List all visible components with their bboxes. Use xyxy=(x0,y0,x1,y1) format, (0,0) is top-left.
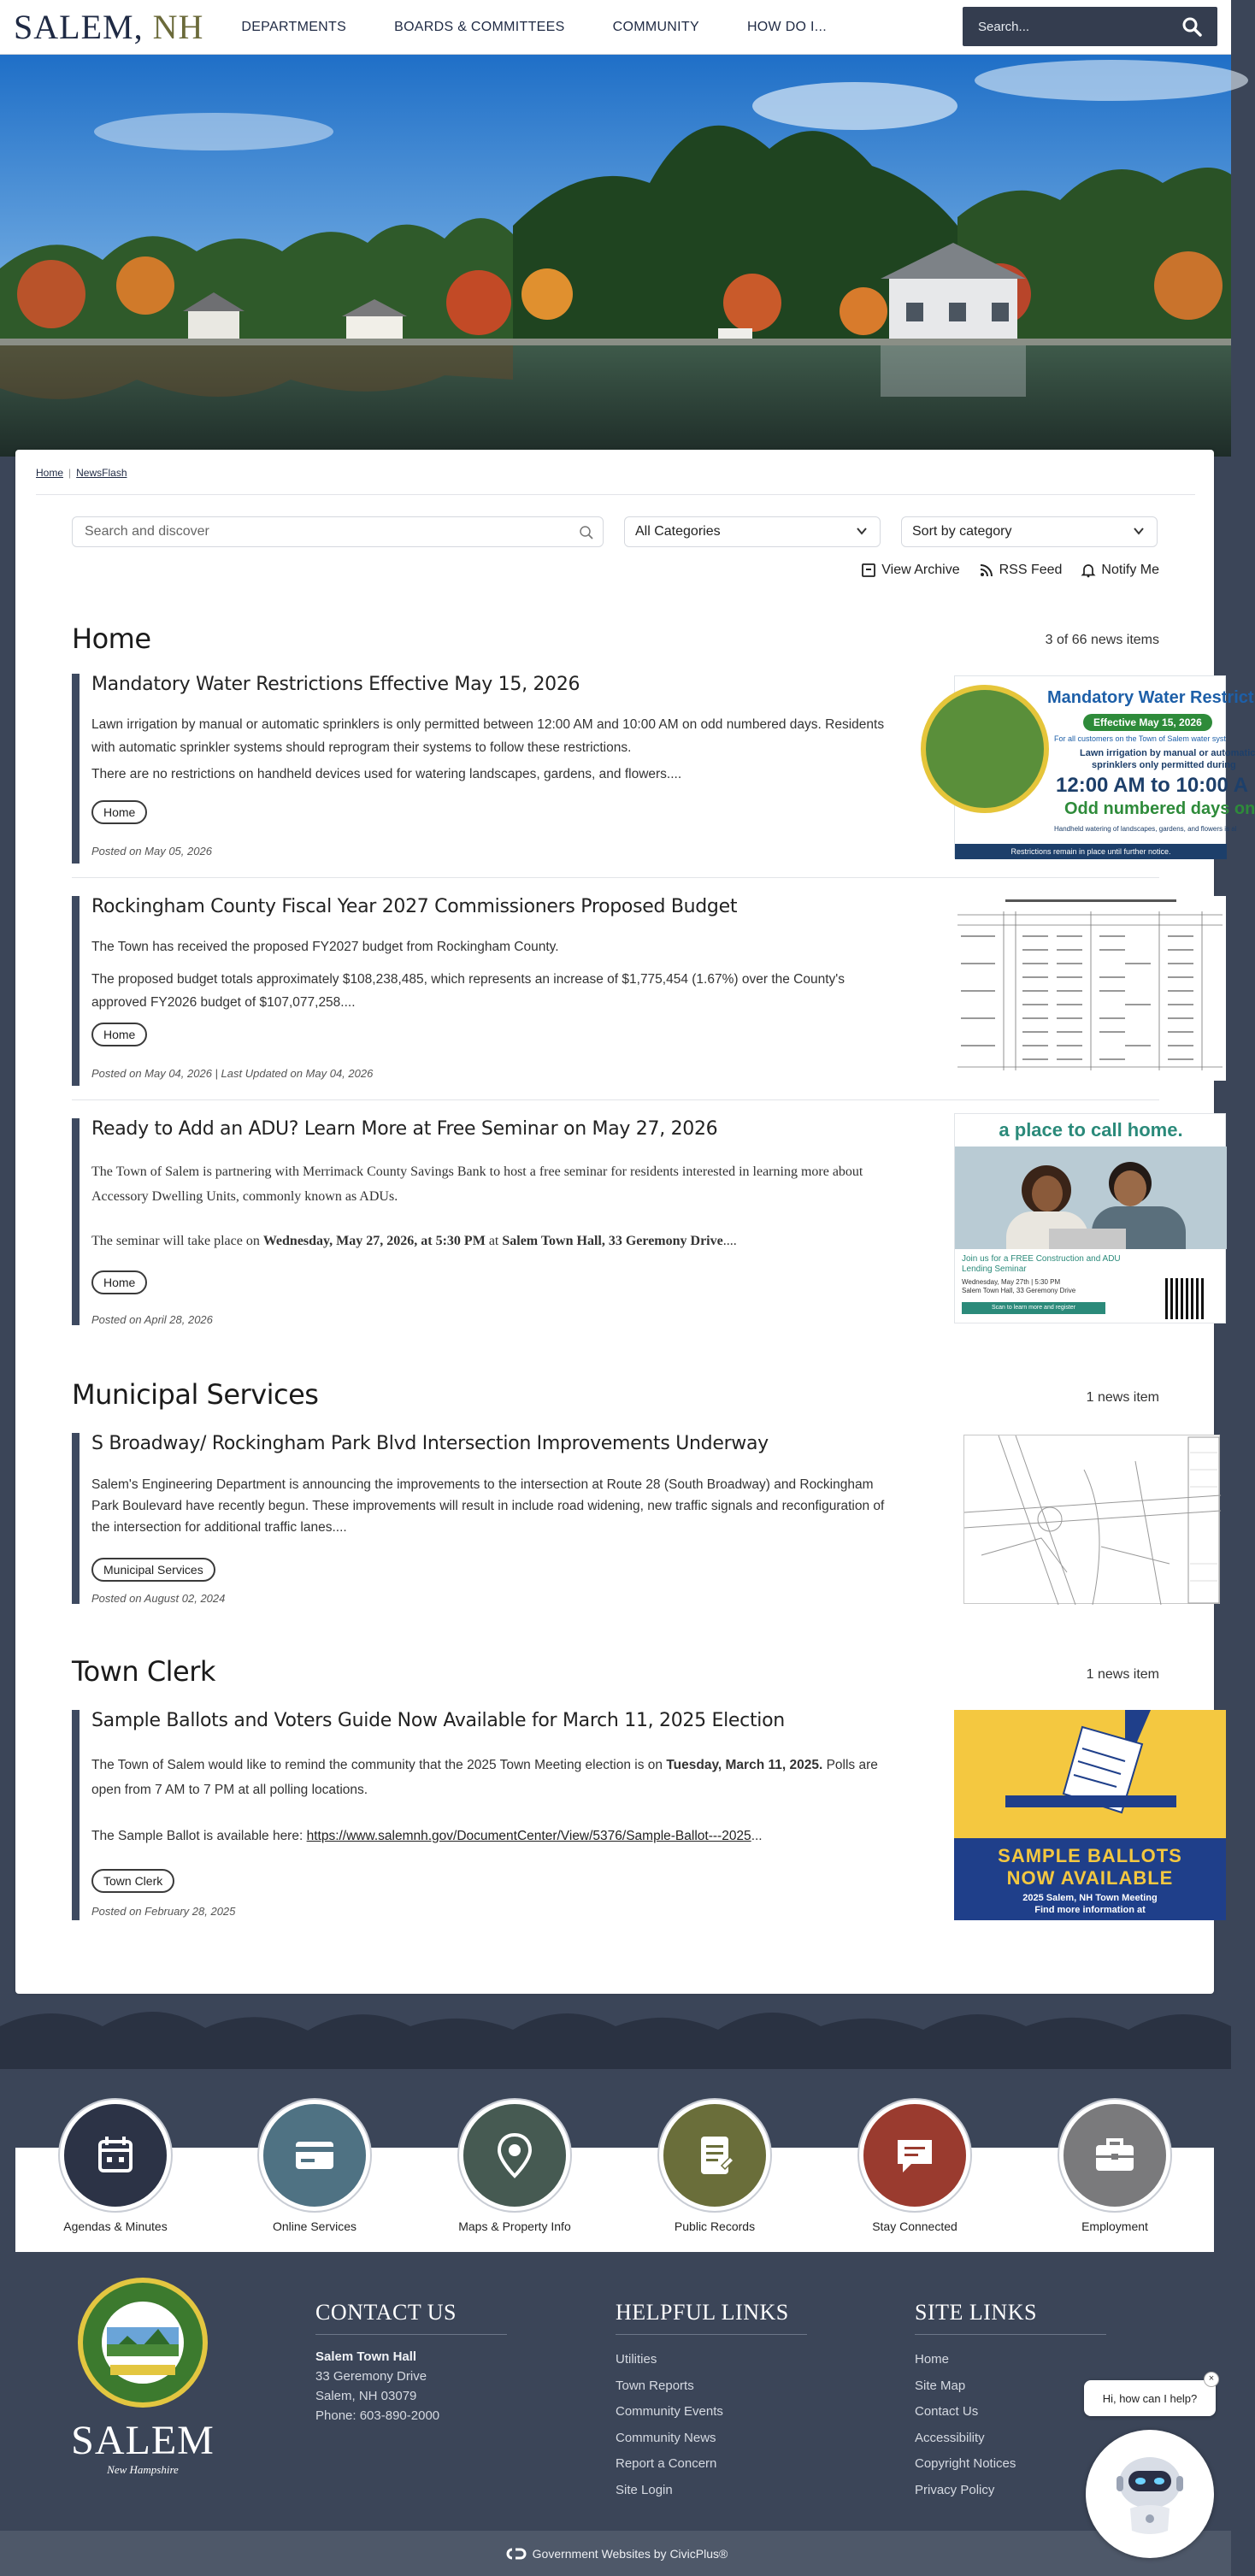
news-item-text: The seminar will take place on Wednesday, May 27, 2026, at 5:30 PM at Salem Town Hall, 33 Geremony Drive.... xyxy=(91,1234,737,1248)
thumb-text: Find more information at xyxy=(1034,1905,1146,1915)
site-search-placeholder: Search... xyxy=(978,19,1030,34)
news-item xyxy=(72,674,1255,864)
posted-date: Posted on May 05, 2026 xyxy=(91,845,212,858)
contact-address: 33 Geremony Drive xyxy=(315,2369,427,2384)
news-item-image[interactable] xyxy=(954,675,1255,858)
civicplus-logo-icon xyxy=(504,2547,526,2561)
breadcrumb-separator: | xyxy=(68,467,72,479)
thumb-small: Handheld watering of landscapes, gardens, and flowers is al xyxy=(1054,825,1237,833)
thumb-text: Salem Town Hall, 33 Geremony Drive xyxy=(962,1287,1076,1294)
thumb-text: Lawn irrigation by manual or automatic xyxy=(1080,748,1255,758)
thumb-headline: SAMPLE BALLOTS xyxy=(998,1845,1182,1866)
calendar-icon xyxy=(88,2128,143,2183)
footer-heading: CONTACT US xyxy=(315,2300,507,2335)
thumb-badge: Effective May 15, 2026 xyxy=(1083,714,1212,731)
thumb-text: Wednesday, May 27th | 5:30 PM xyxy=(962,1278,1061,1286)
quick-link-stay-connected[interactable] xyxy=(838,2100,992,2233)
thumb-text: 2025 Salem, NH Town Meeting xyxy=(1022,1893,1158,1903)
footer-state-name: New Hampshire xyxy=(107,2463,179,2476)
quick-link-circle xyxy=(259,2100,370,2211)
footer-link-copyright[interactable]: Copyright Notices xyxy=(915,2456,1016,2471)
quick-link-circle xyxy=(1059,2100,1170,2211)
news-item-title[interactable]: S Broadway/ Rockingham Park Blvd Intersection Improvements Underway xyxy=(91,1433,769,1454)
thumb-text: Join us for a FREE Construction and ADU xyxy=(962,1254,1121,1264)
footer-town-name: SALEM xyxy=(71,2418,215,2463)
section-title-home: Home xyxy=(72,622,151,655)
category-tag[interactable]: Municipal Services xyxy=(91,1558,215,1582)
couple-photo xyxy=(955,1147,1227,1249)
news-item-text: The proposed budget totals approximately $108,238,485, which represents an increase of $1,775,454 (1.67%) over the County's approved FY2026 budget of $107,077,258.... xyxy=(91,972,845,1010)
category-tag[interactable]: Home xyxy=(91,1270,147,1294)
section-title-municipal-services: Municipal Services xyxy=(72,1378,319,1411)
site-search-input[interactable] xyxy=(963,7,1217,46)
quick-link-circle xyxy=(659,2100,770,2211)
thumb-sub: For all customers on the Town of Salem water syst xyxy=(1054,734,1226,743)
news-item-title[interactable]: Ready to Add an ADU? Learn More at Free Seminar on May 27, 2026 xyxy=(91,1118,718,1140)
rss-feed-label: RSS Feed xyxy=(999,563,1063,577)
quick-link-employment[interactable] xyxy=(1038,2100,1192,2233)
news-item xyxy=(72,1118,1183,1326)
chat-icon xyxy=(887,2128,942,2183)
quick-link-circle xyxy=(60,2100,171,2211)
posted-date: Posted on August 02, 2024 xyxy=(91,1592,226,1605)
search-icon[interactable] xyxy=(579,525,594,540)
adu-seminar-image[interactable] xyxy=(954,1113,1226,1323)
intersection-plan-image[interactable] xyxy=(963,1435,1220,1604)
budget-table-image[interactable] xyxy=(954,896,1226,1081)
qr-code xyxy=(1165,1278,1206,1319)
quick-link-public-records[interactable] xyxy=(638,2100,792,2233)
chevron-down-icon xyxy=(1133,525,1145,537)
category-tag[interactable]: Home xyxy=(91,800,147,824)
thumb-big-days: Odd numbered days on xyxy=(1064,799,1255,818)
view-archive-label: View Archive xyxy=(881,563,960,577)
footer-link-community-events[interactable]: Community Events xyxy=(616,2404,723,2419)
news-actions xyxy=(842,563,1159,578)
nav-boards-committees[interactable]: BOARDS & COMMITTEES xyxy=(394,19,565,34)
footer-link-site-login[interactable]: Site Login xyxy=(616,2482,673,2497)
category-select[interactable] xyxy=(624,516,881,547)
thumb-headline: a place to call home. xyxy=(999,1119,1183,1141)
contact-name: Salem Town Hall xyxy=(315,2349,417,2364)
town-seal-logo xyxy=(76,2276,209,2409)
quick-link-agendas-minutes[interactable] xyxy=(38,2100,192,2233)
quick-link-maps-property[interactable] xyxy=(438,2100,592,2233)
footer-link-home[interactable]: Home xyxy=(915,2352,950,2367)
category-tag[interactable]: Town Clerk xyxy=(91,1869,174,1893)
posted-date: Posted on February 28, 2025 xyxy=(91,1905,236,1918)
footer-link-report-concern[interactable]: Report a Concern xyxy=(616,2456,717,2471)
news-item-title[interactable]: Rockingham County Fiscal Year 2027 Commissioners Proposed Budget xyxy=(91,896,738,917)
thumb-text: sprinklers only permitted during xyxy=(1092,760,1236,770)
news-card xyxy=(15,450,1255,1994)
sample-ballot-link[interactable]: https://www.salemnh.gov/DocumentCenter/View/5376/Sample-Ballot---2025 xyxy=(306,1829,751,1843)
news-item-title[interactable]: Mandatory Water Restrictions Effective May 15, 2026 xyxy=(91,674,580,695)
thumb-footer: Restrictions remain in place until further notice. xyxy=(955,844,1227,859)
news-item-text: Salem's Engineering Department is announcing the improvements to the intersection at Route 28 (South Broadway) and Rockingham Park Boulevard have recently begun. These improvements will result in include road widening, new traffic signals and reconfiguration of the intersection for additional traffic lanes.... xyxy=(91,1477,885,1535)
news-item-title[interactable]: Sample Ballots and Voters Guide Now Available for March 11, 2025 Election xyxy=(91,1710,785,1731)
sample-ballot-image[interactable] xyxy=(954,1710,1226,1920)
thumb-headline: NOW AVAILABLE xyxy=(1006,1867,1174,1889)
site-header xyxy=(0,0,1231,55)
town-seal-graphic xyxy=(921,685,1049,813)
quick-link-label: Maps & Property Info xyxy=(458,2219,571,2233)
notify-me-link[interactable] xyxy=(1081,563,1159,578)
category-select-value: All Categories xyxy=(635,524,721,539)
quick-link-label: Stay Connected xyxy=(872,2219,957,2233)
map-pin-icon xyxy=(487,2128,542,2183)
quick-link-online-services[interactable] xyxy=(238,2100,392,2233)
quick-links-band xyxy=(15,2148,1214,2252)
notify-me-label: Notify Me xyxy=(1101,563,1159,577)
footer-link-site-map[interactable]: Site Map xyxy=(915,2378,966,2393)
nav-how-do-i[interactable]: HOW DO I... xyxy=(746,19,828,34)
section-count-municipal-services: 1 news item xyxy=(1086,1390,1159,1405)
news-search-placeholder: Search and discover xyxy=(85,524,209,539)
footer-logo[interactable] xyxy=(62,2276,224,2477)
breadcrumb-divider xyxy=(36,494,1195,495)
section-title-town-clerk: Town Clerk xyxy=(72,1655,215,1688)
footer-site-links xyxy=(915,2300,1106,2503)
site-logo[interactable]: SALEM, NH xyxy=(14,8,204,46)
footer-credit-bar xyxy=(0,2531,1231,2576)
footer-heading: SITE LINKS xyxy=(915,2300,1106,2335)
news-item-text: The Sample Ballot is available here: https://www.salemnh.gov/DocumentCenter/View/5376/Sample-Ballot---2025... xyxy=(91,1829,763,1843)
posted-date: Posted on April 28, 2026 xyxy=(91,1313,213,1326)
document-icon xyxy=(687,2128,742,2183)
posted-date: Posted on May 04, 2026 | Last Updated on May 04, 2026 xyxy=(91,1067,374,1080)
breadcrumb-home[interactable]: Home xyxy=(36,467,64,479)
bell-icon xyxy=(1081,563,1096,578)
credit-card-icon xyxy=(287,2128,342,2183)
main-nav xyxy=(241,20,875,35)
news-item-text: The Town has received the proposed FY2027 budget from Rockingham County. xyxy=(91,940,559,954)
hero-image xyxy=(0,55,1231,457)
thumb-text: Lending Seminar xyxy=(962,1264,1027,1274)
footer-heading: HELPFUL LINKS xyxy=(616,2300,807,2335)
archive-icon xyxy=(861,563,876,578)
news-item xyxy=(72,1710,1182,1920)
thumb-title: Mandatory Water Restrict xyxy=(1047,688,1254,707)
footer-link-privacy[interactable]: Privacy Policy xyxy=(915,2482,995,2497)
quick-link-circle xyxy=(459,2100,570,2211)
news-item-text: Lawn irrigation by manual or automatic sprinklers is only permitted between 12:00 AM and 10:00 AM on odd numbered days. Residents with automatic sprinkler systems should reprogram their systems to follow these restrictions. xyxy=(91,717,885,755)
quick-link-label: Employment xyxy=(1081,2219,1148,2233)
footer-link-utilities[interactable]: Utilities xyxy=(616,2352,657,2367)
item-divider xyxy=(72,877,1159,878)
footer-helpful-links xyxy=(616,2300,807,2503)
news-item xyxy=(72,896,1159,1086)
quick-link-circle xyxy=(859,2100,970,2211)
briefcase-icon xyxy=(1087,2128,1142,2183)
news-item xyxy=(72,1433,1159,1604)
close-icon[interactable]: × xyxy=(1204,2372,1219,2387)
sort-select-value: Sort by category xyxy=(912,524,1012,539)
breadcrumb-newsflash[interactable]: NewsFlash xyxy=(76,467,127,479)
chat-greeting-bubble[interactable]: Hi, how can I help? xyxy=(1084,2380,1216,2416)
tree-silhouette xyxy=(0,1992,1231,2069)
contact-city: Salem, NH 03079 xyxy=(315,2389,417,2403)
rss-feed-link[interactable] xyxy=(979,563,1063,578)
quick-link-label: Public Records xyxy=(674,2219,756,2233)
quick-link-label: Online Services xyxy=(272,2219,357,2233)
category-tag[interactable]: Home xyxy=(91,1023,147,1046)
sort-select[interactable] xyxy=(901,516,1158,547)
footer-link-accessibility[interactable]: Accessibility xyxy=(915,2430,985,2445)
thumb-button: Scan to learn more and register xyxy=(962,1302,1105,1314)
news-item-text: There are no restrictions on handheld devices used for watering landscapes, gardens, and flowers.... xyxy=(91,767,682,781)
quick-link-label: Agendas & Minutes xyxy=(63,2219,168,2233)
news-item-text: The Town of Salem is partnering with Merrimack County Savings Bank to host a free seminar for residents interested in learning more about Accessory Dwelling Units, commonly known as ADUs. xyxy=(91,1164,863,1204)
footer-link-town-reports[interactable]: Town Reports xyxy=(616,2378,694,2393)
footer-link-contact-us[interactable]: Contact Us xyxy=(915,2404,979,2419)
contact-phone[interactable]: Phone: 603-890-2000 xyxy=(315,2408,440,2423)
news-search-input[interactable] xyxy=(72,516,604,547)
view-archive-link[interactable] xyxy=(861,563,959,578)
robot-icon xyxy=(1086,2430,1214,2558)
nav-departments[interactable]: DEPARTMENTS xyxy=(241,19,347,34)
rss-icon xyxy=(979,563,994,578)
breadcrumb xyxy=(36,467,127,479)
footer-link-community-news[interactable]: Community News xyxy=(616,2430,716,2445)
thumb-big-time: 12:00 AM to 10:00 A xyxy=(1056,774,1248,797)
item-divider xyxy=(72,1099,1159,1100)
search-icon[interactable] xyxy=(1181,16,1202,37)
chatbot-launcher[interactable] xyxy=(1086,2430,1214,2558)
footer-contact xyxy=(315,2300,507,2426)
section-count-home: 3 of 66 news items xyxy=(1045,633,1159,647)
chevron-down-icon xyxy=(856,525,868,537)
section-count-town-clerk: 1 news item xyxy=(1086,1667,1159,1682)
footer-credit-link[interactable]: Government Websites by CivicPlus® xyxy=(532,2546,728,2561)
nav-community[interactable]: COMMUNITY xyxy=(612,19,699,34)
news-item-text: The Town of Salem would like to remind the community that the 2025 Town Meeting election is on Tuesday, March 11, 2025. Polls are open from 7 AM to 7 PM at all polling locations. xyxy=(91,1758,878,1797)
